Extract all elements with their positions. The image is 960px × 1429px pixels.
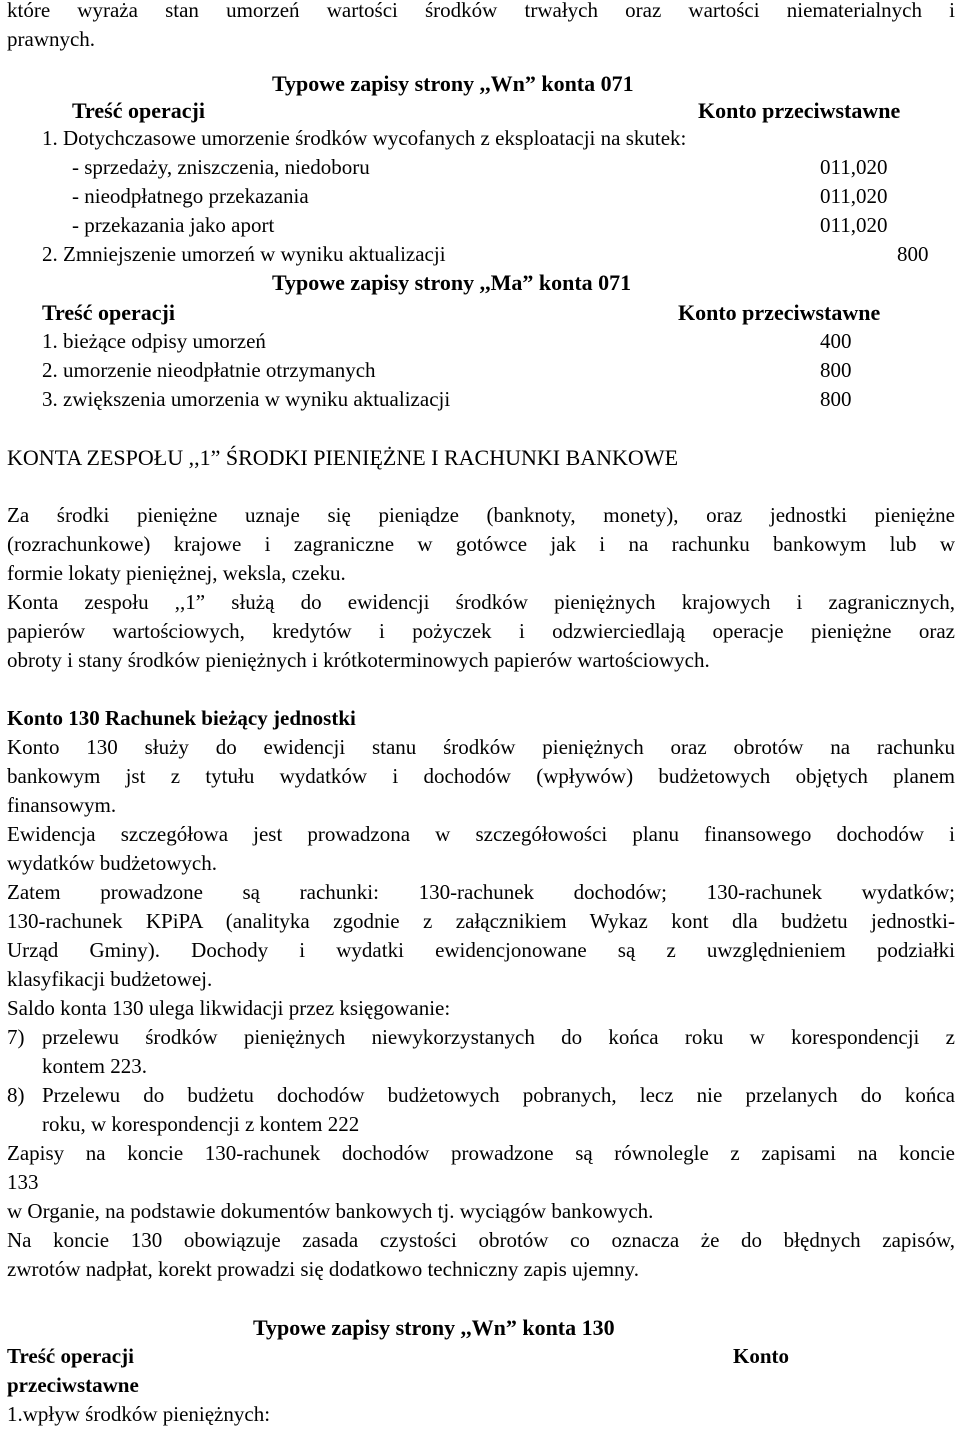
paragraph-line: Zatem prowadzone są rachunki: 130-rachunek dochodów; 130-rachunek wydatków; bbox=[7, 880, 955, 904]
wn071-col-left: Treść operacji bbox=[72, 98, 205, 123]
intro-line: prawnych. bbox=[7, 27, 96, 51]
paragraph-line: wydatków budżetowych. bbox=[7, 851, 217, 875]
wn130-title: Typowe zapisy strony ,,Wn” konta 130 bbox=[253, 1315, 615, 1340]
section-heading: KONTA ZESPOŁU ,,1” ŚRODKI PIENIĘŻNE I RACHUNKI BANKOWE bbox=[7, 445, 679, 470]
wn071-title: Typowe zapisy strony ,,Wn” konta 071 bbox=[272, 71, 634, 96]
paragraph-line: Zapisy na koncie 130-rachunek dochodów prowadzone są równolegle z zapisami na koncie bbox=[7, 1141, 955, 1165]
ma071-item-account: 800 bbox=[820, 387, 852, 411]
wn130-col-right: Konto bbox=[733, 1344, 790, 1368]
paragraph-line: papierów wartościowych, kredytów i pożyczek i odzwierciedlają operacje pieniężne oraz bbox=[7, 619, 955, 643]
paragraph-line: formie lokaty pieniężnej, weksla, czeku. bbox=[7, 561, 346, 585]
ma071-item-account: 400 bbox=[820, 329, 852, 353]
paragraph-line: Za środki pieniężne uznaje się pieniądze (banknoty, monety), oraz jednostki pieniężne bbox=[7, 503, 955, 527]
paragraph-line: bankowym jst z tytułu wydatków i dochodów (wpływów) budżetowych objętych planem bbox=[7, 764, 955, 788]
wn130-col-left: Treść operacji bbox=[7, 1344, 134, 1368]
intro-line: które wyraża stan umorzeń wartości środków trwałych oraz wartości niematerialnych i bbox=[7, 0, 955, 22]
paragraph-line: finansowym. bbox=[7, 793, 117, 817]
list-number: 8) bbox=[7, 1083, 25, 1107]
paragraph-line: zwrotów nadpłat, korekt prowadzi się dodatkowo techniczny zapis ujemny. bbox=[7, 1257, 639, 1281]
wn071-col-right: Konto przeciwstawne bbox=[698, 98, 901, 123]
konto130-heading: Konto 130 Rachunek bieżący jednostki bbox=[7, 706, 356, 730]
list-item-line: przelewu środków pieniężnych niewykorzystanych do końca roku w korespondencji z bbox=[42, 1025, 955, 1049]
wn071-subitem-account: 011,020 bbox=[820, 155, 888, 179]
ma071-item: 2. umorzenie nieodpłatnie otrzymanych bbox=[42, 358, 376, 382]
paragraph-line: 133 bbox=[7, 1170, 39, 1194]
list-item-line: roku, w korespondencji z kontem 222 bbox=[42, 1112, 360, 1136]
wn071-subitem-account: 011,020 bbox=[820, 184, 888, 208]
wn071-subitem: - przekazania jako aport bbox=[72, 213, 275, 237]
wn071-item-account: 800 bbox=[897, 242, 929, 266]
wn071-item: 1. Dotychczasowe umorzenie środków wycofanych z eksploatacji na skutek: bbox=[42, 126, 687, 150]
list-number: 7) bbox=[7, 1025, 25, 1049]
wn130-col-right-cont: przeciwstawne bbox=[7, 1373, 139, 1397]
paragraph-line: Ewidencja szczegółowa jest prowadzona w szczegółowości planu finansowego dochodów i bbox=[7, 822, 955, 846]
paragraph-line: (rozrachunkowe) krajowe i zagraniczne w gotówce jak i na rachunku bankowym lub w bbox=[7, 532, 955, 556]
paragraph-line: klasyfikacji budżetowej. bbox=[7, 967, 213, 991]
ma071-col-right: Konto przeciwstawne bbox=[678, 300, 881, 325]
paragraph-line: Na koncie 130 obowiązuje zasada czystości obrotów co oznacza że do błędnych zapisów, bbox=[7, 1228, 955, 1252]
paragraph-line: Saldo konta 130 ulega likwidacji przez księgowanie: bbox=[7, 996, 451, 1020]
ma071-item: 3. zwiększenia umorzenia w wyniku aktualizacji bbox=[42, 387, 451, 411]
wn130-item: 1.wpływ środków pieniężnych: bbox=[7, 1402, 271, 1426]
paragraph-line: Konta zespołu ,,1” służą do ewidencji środków pieniężnych krajowych i zagranicznych, bbox=[7, 590, 955, 614]
paragraph-line: obroty i stany środków pieniężnych i krótkoterminowych papierów wartościowych. bbox=[7, 648, 710, 672]
paragraph-line: Konto 130 służy do ewidencji stanu środków pieniężnych oraz obrotów na rachunku bbox=[7, 735, 955, 759]
list-item-line: Przelewu do budżetu dochodów budżetowych pobranych, lecz nie przelanych do końca bbox=[42, 1083, 955, 1107]
ma071-title: Typowe zapisy strony ,,Ma” konta 071 bbox=[272, 270, 632, 295]
ma071-col-left: Treść operacji bbox=[42, 300, 175, 325]
wn071-subitem-account: 011,020 bbox=[820, 213, 888, 237]
ma071-item: 1. bieżące odpisy umorzeń bbox=[42, 329, 266, 353]
paragraph-line: w Organie, na podstawie dokumentów bankowych tj. wyciągów bankowych. bbox=[7, 1199, 654, 1223]
paragraph-line: 130-rachunek KPiPA (analityka zgodnie z załącznikiem Wykaz kont dla budżetu jednostki- bbox=[7, 909, 955, 933]
paragraph-line: Urząd Gminy). Dochody i wydatki ewidencjonowane są z uwzględnieniem podziałki bbox=[7, 938, 955, 962]
ma071-item-account: 800 bbox=[820, 358, 852, 382]
wn071-subitem: - nieodpłatnego przekazania bbox=[72, 184, 309, 208]
list-item-line: kontem 223. bbox=[42, 1054, 147, 1078]
wn071-subitem: - sprzedaży, zniszczenia, niedoboru bbox=[72, 155, 370, 179]
wn071-item: 2. Zmniejszenie umorzeń w wyniku aktualizacji bbox=[42, 242, 446, 266]
